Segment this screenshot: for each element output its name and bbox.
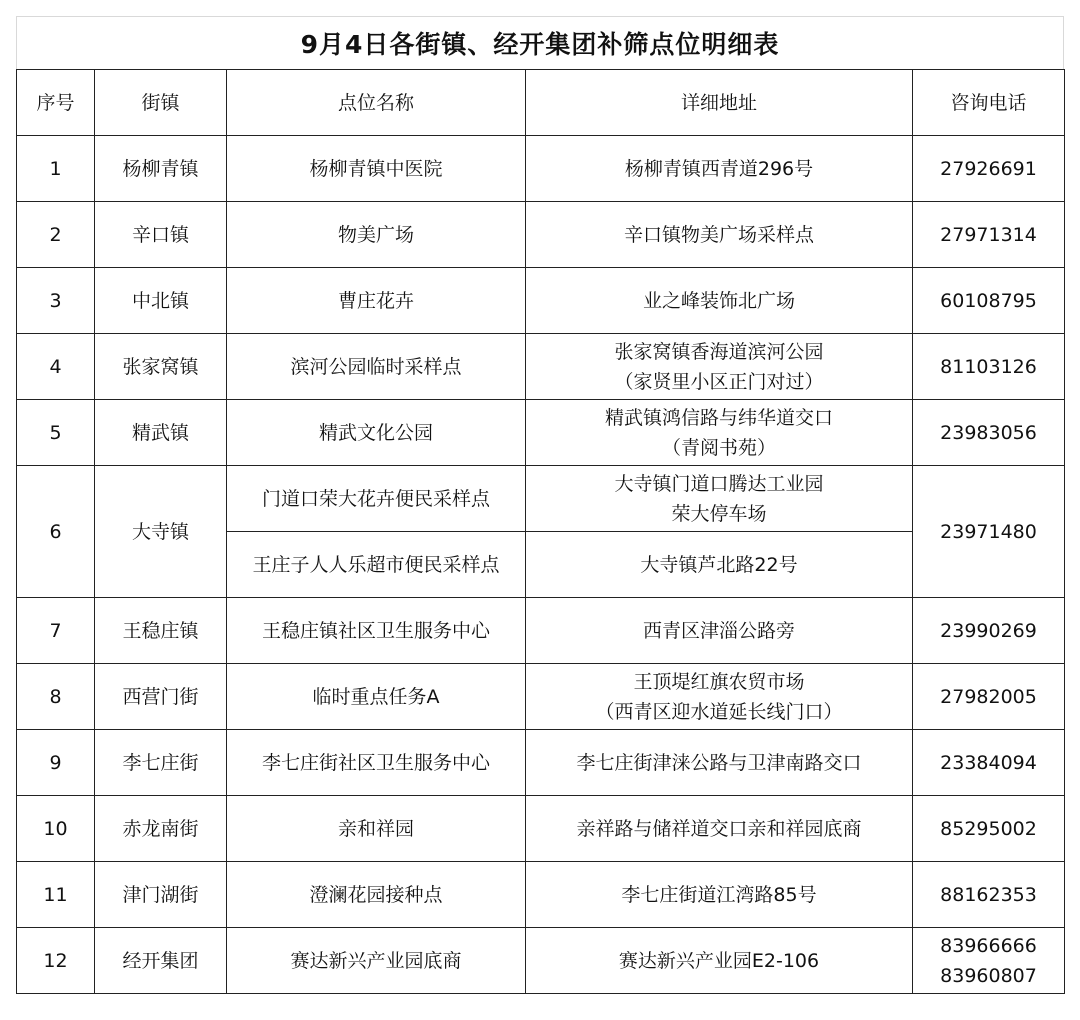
table-header-row — [17, 70, 1065, 136]
row-site: 曹庄花卉 — [227, 268, 526, 334]
header-address: 详细地址 — [526, 70, 913, 136]
row-phone — [913, 664, 1065, 730]
row-phone-line: 81103126 — [940, 355, 1037, 378]
row-site: 赛达新兴产业园底商 — [227, 928, 526, 994]
row-index: 3 — [17, 268, 95, 334]
row-address-line: （青阅书苑） — [661, 436, 776, 459]
row-town: 张家窝镇 — [95, 334, 227, 400]
row-phone-line: 27926691 — [940, 157, 1037, 180]
table-row — [17, 598, 1065, 664]
row-index: 5 — [17, 400, 95, 466]
row-phone — [913, 730, 1065, 796]
row-phone-line: 23990269 — [940, 619, 1037, 642]
row-address — [526, 928, 913, 994]
table-row — [17, 664, 1065, 730]
row-index: 2 — [17, 202, 95, 268]
row-town: 杨柳青镇 — [95, 136, 227, 202]
row-address-line: 业之峰装饰北广场 — [642, 289, 795, 312]
row-phone — [913, 862, 1065, 928]
row-address-line: 张家窝镇香海道滨河公园 — [614, 340, 824, 363]
row-address-line: 王顶堤红旗农贸市场 — [633, 670, 805, 693]
row-address — [526, 796, 913, 862]
row-index: 9 — [17, 730, 95, 796]
row-phone-line: 88162353 — [940, 883, 1037, 906]
row-phone-line: 85295002 — [940, 817, 1037, 840]
sites-table — [16, 69, 1065, 994]
row-phone-line: 27982005 — [940, 685, 1037, 708]
row-address — [526, 334, 913, 400]
row-phone-line: 83966666 — [940, 934, 1037, 957]
row-site: 物美广场 — [227, 202, 526, 268]
row-index: 8 — [17, 664, 95, 730]
header-index: 序号 — [17, 70, 95, 136]
row-address-line: （西青区迎水道延长线门口） — [595, 700, 843, 723]
row-address — [526, 532, 913, 598]
row-address — [526, 202, 913, 268]
row-town: 赤龙南街 — [95, 796, 227, 862]
row-index: 4 — [17, 334, 95, 400]
row-site: 王庄子人人乐超市便民采样点 — [227, 532, 526, 598]
sites-table-body — [17, 70, 1065, 994]
row-address-line: 亲祥路与储祥道交口亲和祥园底商 — [576, 817, 862, 840]
row-address-line: 杨柳青镇西青道296号 — [624, 157, 814, 180]
row-address-line: 大寺镇门道口腾达工业园 — [614, 472, 824, 495]
row-town: 大寺镇 — [95, 466, 227, 598]
row-phone-line: 83960807 — [940, 964, 1037, 987]
row-index: 10 — [17, 796, 95, 862]
row-address-line: 李七庄街道江湾路85号 — [621, 883, 817, 906]
row-phone — [913, 136, 1065, 202]
header-site: 点位名称 — [227, 70, 526, 136]
row-phone — [913, 796, 1065, 862]
row-site: 亲和祥园 — [227, 796, 526, 862]
row-address-line: 精武镇鸿信路与纬华道交口 — [604, 406, 833, 429]
row-address — [526, 664, 913, 730]
row-phone-line: 23983056 — [940, 421, 1037, 444]
row-town: 王稳庄镇 — [95, 598, 227, 664]
row-address-line: 辛口镇物美广场采样点 — [623, 223, 814, 246]
row-site: 滨河公园临时采样点 — [227, 334, 526, 400]
row-town: 李七庄街 — [95, 730, 227, 796]
row-index: 11 — [17, 862, 95, 928]
row-site: 澄澜花园接种点 — [227, 862, 526, 928]
row-site: 精武文化公园 — [227, 400, 526, 466]
table-row — [17, 400, 1065, 466]
row-phone — [913, 202, 1065, 268]
row-address-line: 大寺镇芦北路22号 — [640, 553, 798, 576]
table-row — [17, 136, 1065, 202]
table-row — [17, 796, 1065, 862]
row-phone — [913, 400, 1065, 466]
row-phone — [913, 928, 1065, 994]
row-address-line: （家贤里小区正门对过） — [614, 370, 824, 393]
page-title: 9月4日各街镇、经开集团补筛点位明细表 — [16, 16, 1064, 69]
row-site: 杨柳青镇中医院 — [227, 136, 526, 202]
row-site: 门道口荣大花卉便民采样点 — [227, 466, 526, 532]
row-town: 精武镇 — [95, 400, 227, 466]
row-address — [526, 466, 913, 532]
row-index: 1 — [17, 136, 95, 202]
row-address — [526, 268, 913, 334]
table-row — [17, 862, 1065, 928]
row-address — [526, 598, 913, 664]
row-index: 7 — [17, 598, 95, 664]
table-row — [17, 268, 1065, 334]
row-town: 津门湖街 — [95, 862, 227, 928]
row-site: 王稳庄镇社区卫生服务中心 — [227, 598, 526, 664]
row-address — [526, 400, 913, 466]
table-row — [17, 730, 1065, 796]
row-phone — [913, 466, 1065, 598]
row-town: 中北镇 — [95, 268, 227, 334]
row-index: 6 — [17, 466, 95, 598]
row-phone-line: 23384094 — [940, 751, 1037, 774]
table-row — [17, 466, 1065, 532]
header-town: 街镇 — [95, 70, 227, 136]
row-phone-line: 27971314 — [940, 223, 1037, 246]
row-address-line: 西青区津淄公路旁 — [642, 619, 795, 642]
row-town: 西营门街 — [95, 664, 227, 730]
row-town: 经开集团 — [95, 928, 227, 994]
table-row — [17, 928, 1065, 994]
row-site: 临时重点任务A — [227, 664, 526, 730]
row-site: 李七庄街社区卫生服务中心 — [227, 730, 526, 796]
table-row — [17, 202, 1065, 268]
schedule-sheet — [16, 16, 1064, 1004]
row-phone — [913, 598, 1065, 664]
row-address — [526, 136, 913, 202]
row-town: 辛口镇 — [95, 202, 227, 268]
row-phone — [913, 334, 1065, 400]
row-index: 12 — [17, 928, 95, 994]
row-phone — [913, 268, 1065, 334]
row-address-line: 李七庄街津涞公路与卫津南路交口 — [576, 751, 862, 774]
header-phone: 咨询电话 — [913, 70, 1065, 136]
table-row — [17, 334, 1065, 400]
row-address — [526, 862, 913, 928]
row-address-line: 赛达新兴产业园E2-106 — [618, 949, 820, 972]
row-phone-line: 23971480 — [940, 520, 1037, 543]
row-address-line: 荣大停车场 — [671, 502, 767, 525]
row-address — [526, 730, 913, 796]
row-phone-line: 60108795 — [940, 289, 1037, 312]
